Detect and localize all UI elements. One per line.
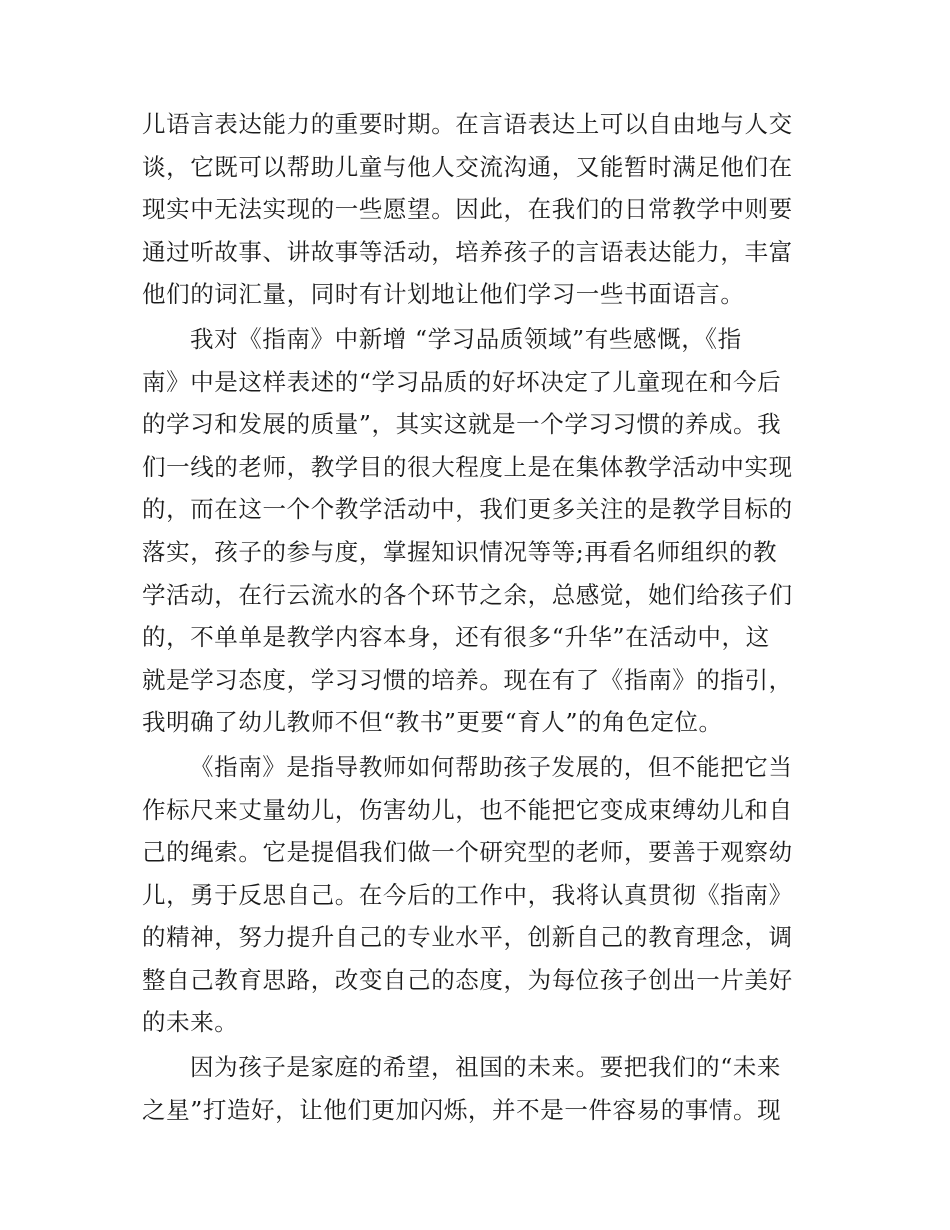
text-line: 儿语言表达能力的重要时期。在言语表达上可以自由地与人交 bbox=[142, 110, 793, 138]
paragraph-3 bbox=[142, 746, 812, 1044]
text-line: 南》中是这样表述的“学习品质的好坏决定了儿童现在和今后 bbox=[142, 367, 782, 396]
text-line: 之星”打造好，让他们更加闪烁，并不是一件容易的事情。现 bbox=[142, 1095, 782, 1124]
text-line: 儿，勇于反思自己。在今后的工作中，我将认真贯彻《指南》 bbox=[142, 880, 793, 909]
text-line: 因为孩子是家庭的希望，祖国的未来。要把我们的“未来 bbox=[190, 1053, 782, 1082]
text-line: 作标尺来丈量幼儿，伤害幼儿，也不能把它变成束缚幼儿和自 bbox=[142, 795, 793, 824]
text-line: 的未来。 bbox=[142, 1008, 239, 1037]
text-line: 的，不单单是教学内容本身，还有很多“升华”在活动中，这 bbox=[142, 623, 770, 652]
text-line: 整自己教育思路，改变自己的态度，为每位孩子创出一片美好 bbox=[142, 965, 793, 994]
text-line: 《指南》是指导教师如何帮助孩子发展的，但不能把它当 bbox=[190, 752, 793, 781]
text-line: 谈，它既可以帮助儿童与他人交流沟通，又能暂时满足他们在 bbox=[142, 152, 793, 181]
text-line: 落实，孩子的参与度，掌握知识情况等等;再看名师组织的教 bbox=[142, 537, 778, 566]
text-line: 的学习和发展的质量”，其实这就是一个学习习惯的养成。我 bbox=[142, 410, 782, 439]
text-line: 我明确了幼儿教师不但“教书”更要“育人”的角色定位。 bbox=[142, 708, 723, 737]
text-line: 就是学习态度，学习习惯的培养。现在有了《指南》的指引， bbox=[142, 665, 793, 694]
text-line: 通过听故事、讲故事等活动，培养孩子的言语表达能力，丰富 bbox=[142, 237, 793, 266]
text-line: 的精神，努力提升自己的专业水平，创新自己的教育理念，调 bbox=[142, 923, 793, 952]
text-line: 现实中无法实现的一些愿望。因此，在我们的日常教学中则要 bbox=[142, 195, 793, 224]
paragraph-1 bbox=[142, 103, 812, 316]
text-line: 们一线的老师，教学目的很大程度上是在集体教学活动中实现 bbox=[142, 452, 793, 481]
text-line: 的，而在这一个个教学活动中，我们更多关注的是教学目标的 bbox=[142, 495, 793, 524]
document-body bbox=[142, 103, 812, 1133]
text-line: 我对《指南》中新增 “学习品质领域”有些感慨，《指 bbox=[190, 324, 742, 353]
text-line: 学活动，在行云流水的各个环节之余，总感觉，她们给孩子们 bbox=[142, 580, 793, 609]
paragraph-2 bbox=[142, 318, 812, 744]
text-line: 他们的词汇量，同时有计划地让他们学习一些书面语言。 bbox=[142, 280, 745, 309]
text-line: 己的绳索。它是提倡我们做一个研究型的老师，要善于观察幼 bbox=[142, 838, 793, 867]
paragraph-4 bbox=[142, 1046, 812, 1131]
